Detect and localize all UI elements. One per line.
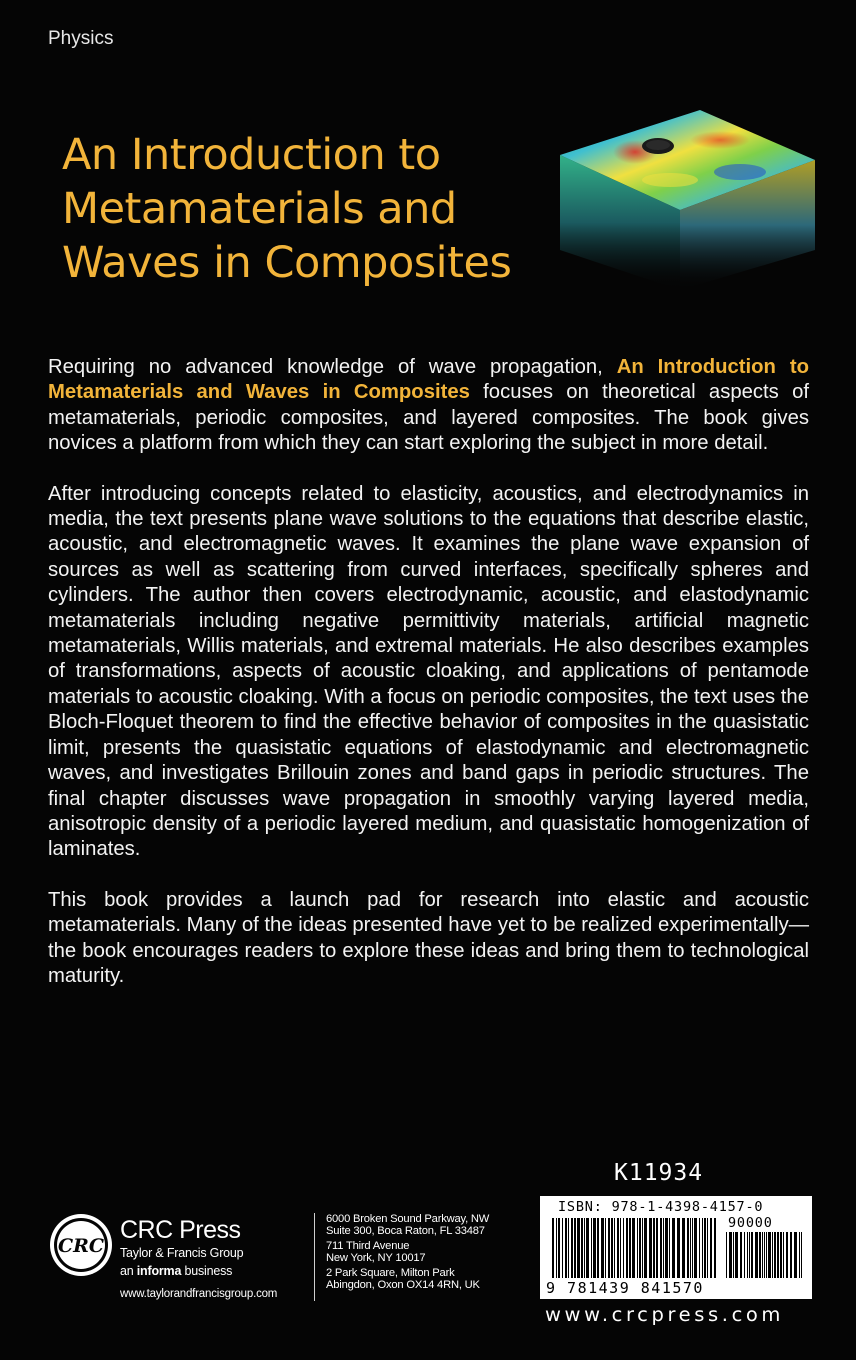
website: www.crcpress.com <box>545 1303 785 1326</box>
paragraph-text: Requiring no advanced knowledge of wave propagation, <box>48 356 617 378</box>
description <box>48 355 809 1014</box>
address-block <box>326 1213 489 1238</box>
publisher-group: Taylor & Francis Group <box>120 1246 244 1260</box>
address-line: Suite 300, Boca Raton, FL 33487 <box>326 1225 485 1238</box>
informa-brand: informa <box>136 1264 182 1278</box>
address-line: 711 Third Avenue <box>326 1239 410 1252</box>
address-line: New York, NY 10017 <box>326 1252 426 1265</box>
address-line: 6000 Broken Sound Parkway, NW <box>326 1213 490 1225</box>
title-line: An Introduction to <box>62 130 441 180</box>
title-line: Metamaterials and <box>62 184 457 234</box>
isbn-text: ISBN: 978-1-4398-4157-0 <box>558 1199 764 1215</box>
logo-text: CRC <box>57 1235 105 1257</box>
catalog-number: K11934 <box>614 1160 704 1186</box>
ean-digits: 9 781439 841570 <box>546 1279 704 1297</box>
address-line: 2 Park Square, Milton Park <box>326 1266 455 1279</box>
informa-suffix: business <box>181 1264 233 1278</box>
informa-prefix: an <box>120 1264 137 1278</box>
wave-simulation-image <box>540 100 820 290</box>
description-paragraph <box>48 355 809 457</box>
barcode <box>540 1196 812 1299</box>
publisher-name: CRC Press <box>120 1216 241 1244</box>
description-paragraph: This book provides a launch pad for research into elastic and acoustic metamaterials. Many of the ideas presented have yet to be realized experimentally—the book encourages readers to explore these ideas and bring them to technological maturity. <box>48 888 809 987</box>
price-code: 90000 <box>728 1215 773 1231</box>
crc-logo-icon <box>48 1212 114 1278</box>
publisher-url: www.taylorandfrancisgroup.com <box>120 1288 278 1300</box>
address-block <box>326 1240 489 1265</box>
address-line: Abingdon, Oxon OX14 4RN, UK <box>326 1279 480 1292</box>
paragraph-text: focuses on theoretical aspects of metamaterials, periodic composites, and layered composites. The book gives novices a platform from which they can start exploring the subject in more detail. <box>48 381 809 455</box>
publisher-addresses <box>326 1213 489 1293</box>
title-line: Waves in Composites <box>62 238 512 288</box>
address-block <box>326 1267 489 1292</box>
book-title <box>62 128 622 290</box>
publisher-block <box>120 1216 243 1280</box>
title-emphasis: An Introduction to Metamaterials and Waves in Composites <box>48 356 810 404</box>
divider <box>314 1213 315 1301</box>
description-paragraph: After introducing concepts related to elasticity, acoustics, and electrodynamics in media, the text presents plane wave solutions to the equations that describe elastic, acoustic, and electromagnetic waves. It examines the plane wave expansion of sources as well as scattering from curved interfaces, specifically spheres and cylinders. The author then covers electrodynamic, acoustic, and elastodynamic metamaterials including negative permittivity materials, artificial magnetic metamaterials, Willis materials, and extremal materials. He also describes examples of transformations, aspects of acoustic cloaking, and applications of pentamode materials to acoustic cloaking. With a focus on periodic composites, the text uses the Bloch-Floquet theorem to find the effective behavior of composites in the quasistatic limit, presents the quasistatic equations of elastodynamic and electromagnetic waves, and investigates Brillouin zones and band gaps in periodic structures. The final chapter discusses wave propagation in smoothly varying layered media, anisotropic density of a periodic layered medium, and quasistatic homogenization of laminates. <box>48 482 809 861</box>
publisher-informa <box>120 1262 243 1280</box>
category-label: Physics <box>48 28 114 49</box>
